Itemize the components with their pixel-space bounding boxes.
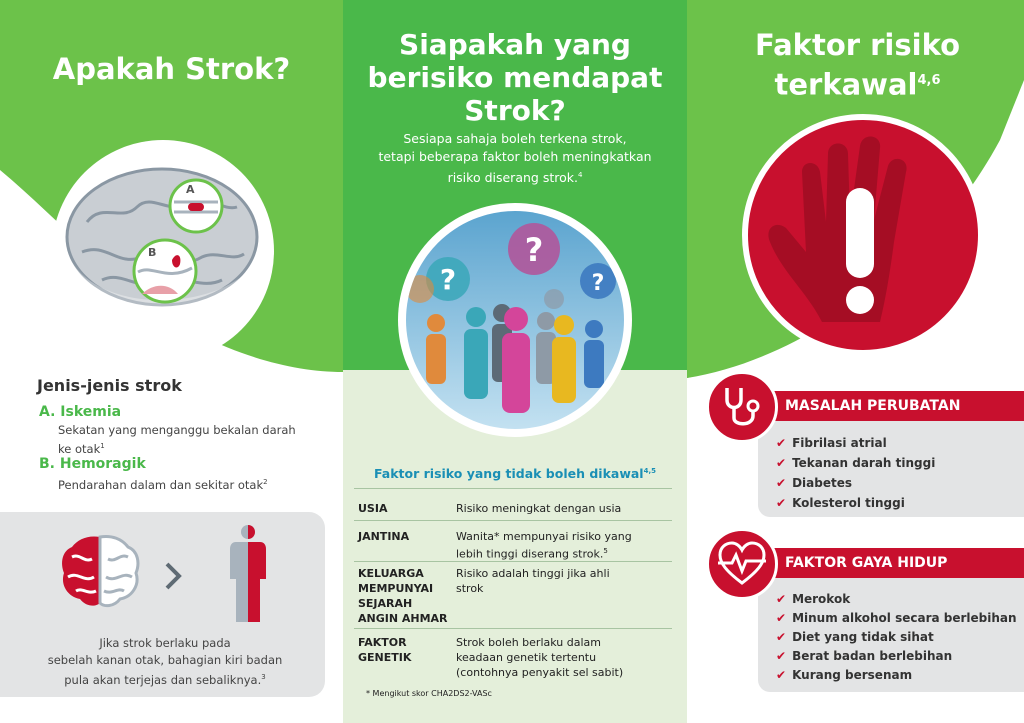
- fixed-risk-table-title: Faktor risiko yang tidak boleh dikawal$^{4,5}$: [373, 466, 657, 481]
- type-hemorrhagic-title: B. Hemoragik: [39, 456, 146, 472]
- check-icon: ✔: [776, 630, 787, 644]
- lifestyle-item: ✔ Diet yang tidak sihat: [776, 630, 934, 644]
- check-icon: ✔: [776, 476, 787, 490]
- table-row-family-key: KELUARGA MEMPUNYAI SEJARAH ANGIN AHMAR: [358, 567, 448, 625]
- stethoscope-icon: [719, 384, 765, 430]
- table-row-genetic-key: FAKTOR GENETIK: [358, 636, 412, 664]
- chevron-right-icon: [163, 560, 185, 592]
- table-row-age-value: Risiko meningkat dengan usia: [456, 502, 622, 515]
- table-rule: [354, 520, 672, 521]
- medical-problems-heading: MASALAH PERUBATAN: [785, 398, 961, 414]
- brain-label-a: A: [186, 183, 195, 196]
- svg-text:?: ?: [591, 271, 605, 296]
- check-icon: ✔: [776, 592, 787, 606]
- lifestyle-item: ✔ Merokok: [776, 592, 851, 606]
- type-ischemia-title: A. Iskemia: [39, 404, 122, 420]
- note-line-2: sebelah kanan otak, bahagian kiri badan: [47, 653, 283, 667]
- medical-item: ✔ Tekanan darah tinggi: [776, 456, 936, 470]
- middle-intro: Sesiapa sahaja boleh terkena strok, tetapi beberapa faktor boleh meningkatkan risiko diserang strok.$^4$: [378, 131, 652, 186]
- check-icon: ✔: [776, 611, 787, 625]
- table-row-gender-value: Wanita* mempunyai risiko yang lebih tinggi diserang strok.$^5$: [456, 530, 632, 561]
- table-row-genetic-value: Strok boleh berlaku dalam keadaan genetik tertentu (contohnya penyakit sel sabit): [456, 636, 624, 679]
- table-row-age-key: USIA: [358, 502, 388, 515]
- lifestyle-item: ✔ Minum alkohol secara berlebihan: [776, 611, 1017, 625]
- type-ischemia-desc: Sekatan yang menganggu bekalan darah ke otak$^1$: [58, 423, 296, 456]
- check-icon: ✔: [776, 649, 787, 663]
- heartbeat-icon: [716, 541, 768, 587]
- medical-item: ✔ Diabetes: [776, 476, 852, 490]
- check-icon: ✔: [776, 456, 787, 470]
- table-row-family-value: Risiko adalah tinggi jika ahli strok: [456, 567, 610, 595]
- lifestyle-item: ✔ Berat badan berlebihan: [776, 649, 953, 663]
- body-halves-icon: [226, 524, 270, 624]
- brain-halves-icon: [58, 533, 142, 609]
- stop-hand-icon: [762, 132, 958, 328]
- lifestyle-item: ✔ Kurang bersenam: [776, 668, 913, 682]
- table-rule: [354, 628, 672, 629]
- middle-title: Siapakah yang berisiko mendapat Strok?: [367, 28, 663, 127]
- svg-text:?: ?: [524, 231, 544, 269]
- table-row-gender-key: JANTINA: [358, 530, 410, 543]
- check-icon: ✔: [776, 436, 787, 450]
- note-line-3: pula akan terjejas dan sebaliknya.$^3$: [64, 672, 266, 687]
- left-title: Apakah Strok?: [52, 52, 291, 86]
- lifestyle-heading: FAKTOR GAYA HIDUP: [785, 555, 948, 571]
- table-top-rule: [354, 488, 672, 489]
- check-icon: ✔: [776, 496, 787, 510]
- type-hemorrhagic-desc: Pendarahan dalam dan sekitar otak$^2$: [58, 477, 268, 492]
- medical-item: ✔ Fibrilasi atrial: [776, 436, 887, 450]
- stroke-types-heading: Jenis-jenis strok: [37, 376, 182, 395]
- note-line-1: Jika strok berlaku pada: [99, 636, 231, 650]
- medical-item: ✔ Kolesterol tinggi: [776, 496, 905, 510]
- hemorrhage-zoom-icon: [132, 238, 198, 304]
- svg-text:?: ?: [439, 263, 457, 296]
- right-title: Faktor risiko terkawal$^{4,6}$: [754, 28, 961, 102]
- brain-label-b: B: [148, 246, 157, 259]
- ischemia-zoom-icon: [168, 178, 224, 234]
- check-icon: ✔: [776, 668, 787, 682]
- table-footnote: * Mengikut skor CHA2DS2-VASc: [366, 689, 492, 698]
- table-rule: [354, 561, 672, 562]
- people-illustration: [406, 211, 624, 429]
